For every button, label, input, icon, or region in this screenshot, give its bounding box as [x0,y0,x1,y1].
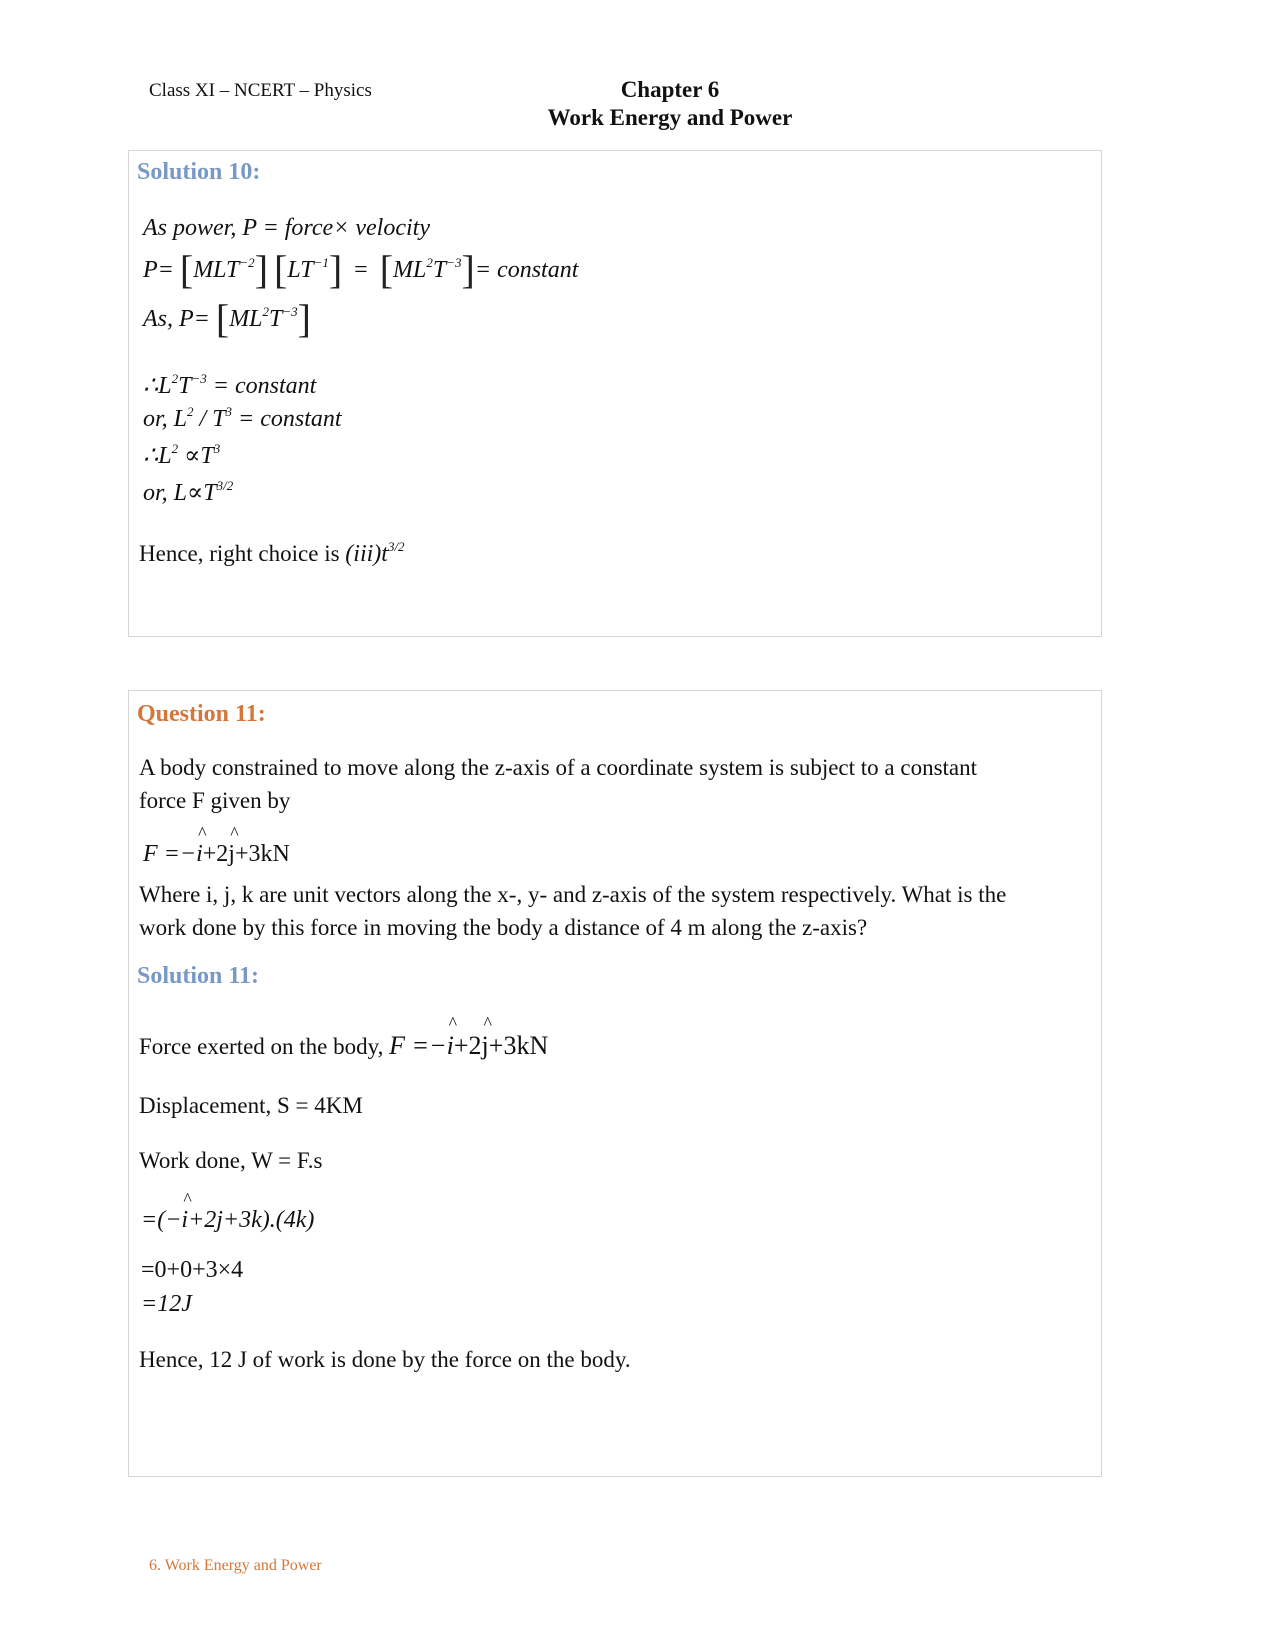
solution-11-calc-1: =(−^ i+2j+3k).(4k) [141,1207,314,1234]
solution-11-calc-3: =12J [141,1291,192,1317]
question-11-text-1: A body constrained to move along the z-axis of a coordinate system is subject to a constant [139,755,978,780]
solution-11-heading: Solution 11: [137,963,260,989]
chapter-title: Work Energy and Power [547,105,793,130]
chapter-number: Chapter 6 [620,77,720,102]
header-chapter-block [450,76,890,132]
question-11-text-4: work done by this force in moving the body a distance of 4 m along the z-axis? [139,915,868,940]
step-l2-prop-t3: $\therefore L^2 \propto T^3$ [143,441,221,469]
question-11-box [128,690,1102,1477]
solution-11-work-formula: Work done, W = F.s [139,1148,323,1173]
question-11-heading: Question 11: [137,701,266,727]
question-11-force-equation: F =−^ i+2^ j+3kN [143,841,290,868]
solution-11-displacement: Displacement, S = 4KM [139,1093,363,1118]
solution-10-heading: Solution 10: [137,159,261,185]
solution-10-box [128,150,1102,637]
step-l-prop-t32: or, $L\propto T^{3/2}$ [143,478,234,506]
question-11-text-2: force F given by [139,788,291,813]
solution-11-calc-2: =0+0+3×4 [141,1257,244,1283]
header-subject: Class XI – NCERT – Physics [149,80,372,101]
step-l2t-3-constant: $\therefore L^2T^{-3}$ = constant [143,371,317,399]
solution-11-conclusion: Hence, 12 J of work is done by the force on the body. [139,1347,631,1372]
step-l2-over-t3: or, $L^2 / T^3$ = constant [143,404,342,432]
footer-chapter: 6. Work Energy and Power [149,1557,322,1574]
question-11-text-3: Where i, j, k are unit vectors along the x-, y- and z-axis of the system respectively. What is the [139,882,1007,907]
eq-lhs: P= [143,257,174,283]
power-dimension-result: As, $P= [ML^2T^{-3}]$ [143,296,311,341]
power-definition: As power, P = force× velocity [143,215,430,241]
power-dimension-equation: $P= [MLT^{-2}] [LT^{-1}] = [ML^2T^{-3}]=$ constant [143,247,579,292]
solution-10-conclusion: Hence, right choice is $(iii)t^{3/2}$ [139,539,405,567]
solution-11-force: Force exerted on the body, F =−^ i+2^ j+3kN [139,1031,548,1061]
